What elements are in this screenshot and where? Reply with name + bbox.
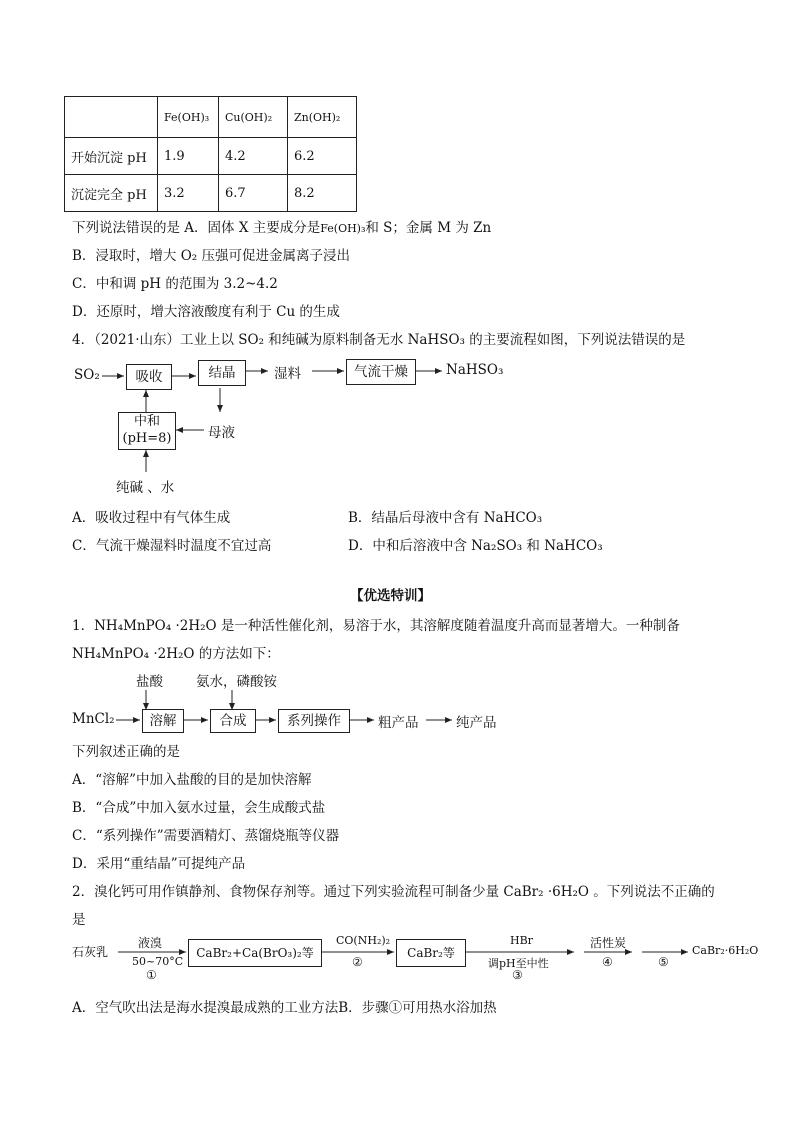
q3-stem-text-b: 和 S；金属 M 为 Zn [365, 220, 492, 236]
q4-option-a: A．吸收过程中有气体生成 [72, 510, 231, 526]
q3-stem-text-a: 下列说法错误的是 A．固体 X 主要成分是 [72, 220, 321, 236]
p1-option-c: C．“系列操作”需要酒精灯、蒸馏烧瓶等仪器 [72, 828, 340, 844]
p2-arrow1-bottom: 50~70°C [132, 955, 184, 968]
p1-lead: 下列叙述正确的是 [72, 744, 180, 760]
q3-option-c: C．中和调 pH 的范围为 3.2~4.2 [72, 276, 278, 292]
p2-arrow1-top: 液溴 [138, 936, 163, 950]
table-header-cell: Zn(OH)₂ [288, 97, 357, 138]
q4-neutral-line2: (pH=8) [122, 431, 172, 446]
p1-crude-label: 粗产品 [378, 715, 419, 731]
p2-arrow2-top: CO(NH₂)₂ [336, 934, 391, 947]
p2-option-ab: A．空气吹出法是海水提溴最成熟的工业方法B．步骤①可用热水浴加热 [72, 1000, 497, 1016]
q4-option-d: D．中和后溶液中含 Na₂SO₃ 和 NaHCO₃ [348, 538, 603, 554]
p2-arrow3-number: ③ [512, 968, 523, 982]
section-title: 【优选特训】 [350, 588, 431, 604]
p2-start-label: 石灰乳 [72, 945, 109, 959]
p1-option-d: D．采用“重结晶”可提纯产品 [72, 856, 246, 872]
table-cell: 6.2 [288, 138, 357, 175]
p1-synth-box: 合成 [210, 709, 256, 733]
table-header-cell: Cu(OH)₂ [219, 97, 288, 138]
q4-absorb-box: 吸收 [126, 364, 172, 390]
p2-arrow4-number: ④ [602, 955, 613, 969]
table-cell: 6.7 [219, 175, 288, 212]
table-row-label: 沉淀完全 pH [65, 175, 158, 212]
q4-stem: 4．（2021·山东）工业上以 SO₂ 和纯碱为原料制备无水 NaHSO₃ 的主要流程如图，下列说法错误的是 [72, 332, 686, 348]
q4-product-label: NaHSO₃ [446, 362, 504, 378]
q4-mother-label: 母液 [208, 425, 235, 441]
q3-option-d: D．还原时，增大溶液酸度有利于 Cu 的生成 [72, 304, 340, 320]
p1-pure-label: 纯产品 [456, 715, 497, 731]
p1-start-label: MnCl₂ [72, 711, 115, 727]
p2-arrow2-number: ② [352, 955, 363, 969]
table-cell: 3.2 [158, 175, 219, 212]
q4-soda-label: 纯碱 、水 [116, 480, 175, 496]
p2-box2: CaBr₂等 [396, 939, 466, 967]
q4-crystal-box: 结晶 [198, 360, 246, 386]
p2-box1: CaBr₂+Ca(BrO₃)₂等 [188, 939, 322, 967]
p2-arrow3-top: HBr [510, 934, 533, 947]
table-row-label: 开始沉淀 pH [65, 138, 158, 175]
p1-option-a: A．“溶解”中加入盐酸的目的是加快溶解 [72, 772, 312, 788]
p2-arrow5-number: ⑤ [658, 955, 669, 969]
p1-dissolve-box: 溶解 [142, 709, 184, 733]
q4-neutral-line1: 中和 [133, 414, 160, 429]
table-cell: 4.2 [219, 138, 288, 175]
q4-option-c: C．气流干燥湿料时温度不宜过高 [72, 538, 272, 554]
p1-option-b: B．“合成”中加入氨水过量，会生成酸式盐 [72, 800, 326, 816]
p2-arrow1-number: ① [146, 968, 157, 982]
p2-end-label: CaBr₂·6H₂O [692, 944, 759, 957]
q3-stem-chem: Fe(OH)₃ [320, 222, 366, 235]
p2-stem-line2: 是 [72, 912, 86, 928]
p2-stem-line1: 2．溴化钙可用作镇静剂、食物保存剂等。通过下列实验流程可制备少量 CaBr₂ ·6H₂O 。下列说法不正确的 [72, 884, 715, 900]
q4-dry-box: 气流干燥 [346, 359, 416, 385]
p1-stem-line2: NH₄MnPO₄ ·2H₂O 的方法如下： [72, 646, 280, 662]
table-cell: 8.2 [288, 175, 357, 212]
p1-stem-line1: 1．NH₄MnPO₄ ·2H₂O 是一种活性催化剂，易溶于水，其溶解度随着温度升高而显著增大。一种制备 [72, 618, 680, 634]
table-cell: 1.9 [158, 138, 219, 175]
p1-reagent-hcl: 盐酸 [136, 674, 163, 690]
p1-reagent-nh3: 氨水，磷酸铵 [196, 674, 277, 690]
q3-option-b: B．浸取时，增大 O₂ 压强可促进金属离子浸出 [72, 248, 350, 264]
table-header-cell: Fe(OH)₃ [158, 97, 219, 138]
p1-series-box: 系列操作 [278, 709, 350, 733]
q4-so2-label: SO₂ [74, 367, 100, 383]
q4-neutral-box [118, 412, 176, 450]
q4-option-b: B．结晶后母液中含有 NaHCO₃ [348, 510, 543, 526]
q4-wet-label: 湿料 [274, 366, 301, 382]
p2-arrow3-bottom: 调pH至中性 [488, 957, 549, 970]
p2-arrow4-top: 活性炭 [590, 936, 627, 950]
